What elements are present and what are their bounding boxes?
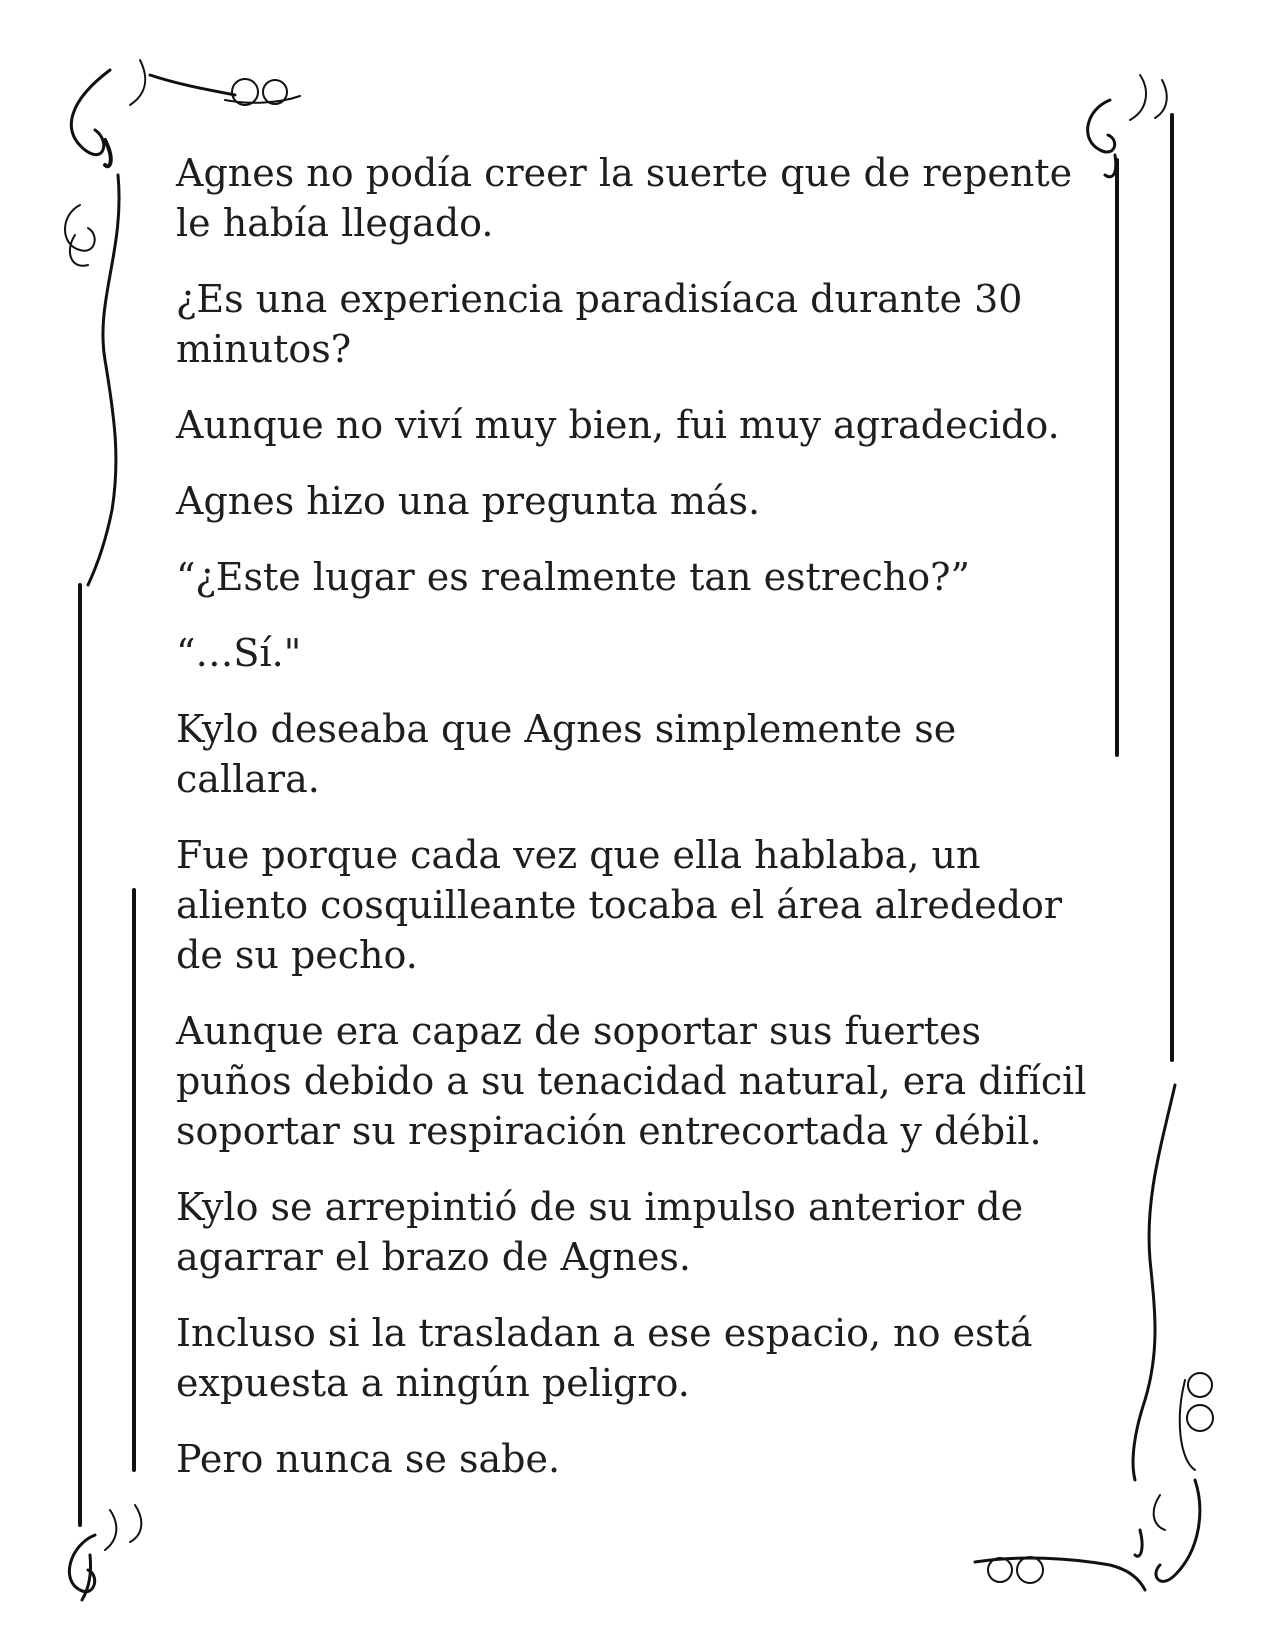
paragraph-11: Incluso si la trasladan a ese espacio, no está expuesta a ningún peligro.	[176, 1311, 1033, 1405]
paragraph-7: Kylo deseaba que Agnes simplemente se callara.	[176, 707, 957, 801]
paragraph-2: ¿Es una experiencia paradisíaca durante 30 minutos?	[176, 277, 1023, 371]
paragraph-3: Aunque no viví muy bien, fui muy agradecido.	[176, 403, 1060, 447]
paragraph-4: Agnes hizo una pregunta más.	[176, 479, 761, 523]
flourish-top-right-icon	[1088, 75, 1172, 1060]
paragraph-12: Pero nunca se sabe.	[176, 1437, 561, 1481]
paragraph-8: Fue porque cada vez que ella hablaba, un aliento cosquilleante tocaba el área alrededor de su pecho.	[176, 833, 1063, 977]
paragraph-10: Kylo se arrepintió de su impulso anterior de agarrar el brazo de Agnes.	[176, 1185, 1024, 1279]
paragraph-1: Agnes no podía creer la suerte que de repente le había llegado.	[176, 151, 1073, 245]
story-text	[176, 148, 1096, 1510]
paragraph-9: Aunque era capaz de soportar sus fuertes puños debido a su tenacidad natural, era difícil soportar su respiración entrecortada y débil.	[176, 1009, 1087, 1153]
paragraph-6: “…Sí."	[176, 631, 302, 675]
paragraph-5: “¿Este lugar es realmente tan estrecho?”	[176, 555, 970, 599]
